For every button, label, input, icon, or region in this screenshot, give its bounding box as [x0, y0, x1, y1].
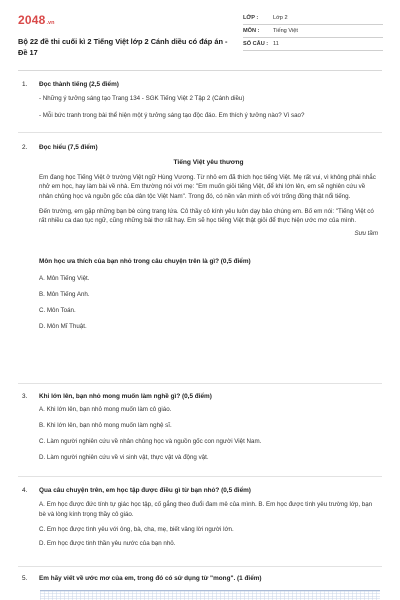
document-header — [18, 12, 382, 68]
question-number: 4. — [22, 487, 28, 494]
site-logo[interactable] — [18, 12, 243, 29]
instruction-line: - Những ý tưởng sáng tạo Trang 134 - SGK Tiếng Việt 2 Tập 2 (Cánh diều) — [39, 95, 245, 103]
section-divider — [18, 566, 382, 567]
answer-option[interactable]: A. Môn Tiếng Việt. — [39, 275, 90, 283]
question-title: Khi lớn lên, bạn nhỏ mong muốn làm nghề gì? (0,5 điểm) — [39, 393, 212, 400]
meta-value: 11 — [273, 40, 279, 47]
answer-option[interactable]: C. Môn Toán. — [39, 307, 76, 315]
question-body — [22, 158, 378, 332]
story-source: Sưu tầm — [354, 229, 378, 237]
instruction-line: - Mỗi bức tranh trong bài thể hiện một ý tưởng sáng tạo độc đáo. Em thích ý tưởng nào? Vì sao? — [39, 112, 305, 120]
logo-text: 2048 — [18, 13, 46, 27]
section-divider — [18, 476, 382, 477]
meta-row-subject — [243, 25, 383, 38]
section-divider — [18, 383, 382, 384]
question-number: 1. — [22, 81, 28, 88]
question-title: Qua câu chuyện trên, em học tập được điều gì từ bạn nhỏ? (0,5 điểm) — [39, 487, 251, 494]
question-title: Đọc hiểu (7,5 điểm) — [39, 144, 98, 151]
question-body — [22, 406, 378, 463]
question-number: 3. — [22, 393, 28, 400]
meta-value: Tiếng Việt — [273, 27, 298, 34]
question-header — [22, 574, 378, 583]
answer-option[interactable]: B. Khi lớn lên, bạn nhỏ mong muốn làm nghệ sĩ. — [39, 422, 172, 430]
answer-option[interactable]: D. Em học được tinh thần yêu nước của bạn nhỏ. — [39, 540, 176, 548]
document-title: Bộ 22 đề thi cuối kì 2 Tiếng Việt lớp 2 Cánh diều có đáp án - Đề 17 — [18, 37, 228, 58]
question-title: Đọc thành tiếng (2,5 điểm) — [39, 81, 119, 88]
answer-option[interactable]: D. Làm người nghiên cứu về vi sinh vật, thực vật và động vật. — [39, 454, 209, 462]
answer-option[interactable]: B. Môn Tiếng Anh. — [39, 291, 90, 299]
question-5 — [22, 574, 378, 583]
question-body — [22, 500, 378, 549]
answer-option[interactable]: D. Môn Mĩ Thuật. — [39, 323, 87, 331]
header-divider — [18, 70, 382, 71]
question-title: Em hãy viết về ước mơ của em, trong đó có sử dụng từ "mong". (1 điểm) — [39, 575, 262, 582]
meta-label: MÔN : — [243, 27, 260, 34]
sub-question: Môn học ưa thích của bạn nhỏ trong câu chuyện trên là gì? (0,5 điểm) — [39, 257, 251, 265]
answer-option[interactable]: A. Khi lớn lên, bạn nhỏ mong muốn làm cô giáo. — [39, 406, 172, 414]
meta-label: LỚP : — [243, 14, 259, 21]
question-body — [22, 95, 378, 121]
question-number: 2. — [22, 144, 28, 151]
question-1 — [22, 80, 378, 121]
meta-row-grade — [243, 12, 383, 25]
story-paragraph: Em đang học Tiếng Việt ở trường Việt ngữ Hùng Vương. Từ nhỏ em đã thích học tiếng Việt. Mẹ rất vui, vì không phải nhắc nhở em học, hay làm bài về nhà. Em thường nói với mẹ: "Em muốn giỏi tiếng Việt, để khi lớn lên, em sẽ nghiên cứu về nhân chủng học và nguồn gốc của dân tộc Việt Nam". Trong đó, có nền văn minh cổ với trống đồng thật nổi tiếng. — [39, 173, 376, 201]
answer-option[interactable]: C. Làm người nghiên cứu về nhân chủng học và nguồn gốc con người Việt Nam. — [39, 438, 262, 446]
meta-label: SỐ CÂU : — [243, 40, 269, 47]
story-paragraph: Đến trường, em gặp những bạn bè cùng trang lứa. Cô thầy cô kính yêu luôn dạy bảo chúng em. Bố em nói: "Tiếng Việt có rất nhiều ca dao tục ngữ, cũng những bài thơ rất hay. Em sẽ học tiếng Việt thật giỏi để thực hiện ước mơ của mình. — [39, 207, 374, 225]
header-left — [18, 12, 243, 68]
question-3 — [22, 392, 378, 463]
question-header — [22, 143, 378, 152]
question-header — [22, 392, 378, 401]
story-title: Tiếng Việt yêu thương — [173, 159, 244, 167]
answer-option[interactable]: A. Em học được đức tính tự giác học tập, cố gắng theo đuổi đam mê của mình. B. Em học được tình yêu trường lớp, bạn bè và lòng kính trọng thầy cô giáo. — [39, 501, 373, 518]
answer-option[interactable]: C. Em học được tình yêu với ông, bà, cha, mẹ, biết vâng lời người lớn. — [39, 525, 234, 533]
meta-row-question-count — [243, 38, 383, 51]
question-header — [22, 80, 378, 89]
meta-info — [243, 12, 383, 51]
question-4 — [22, 486, 378, 549]
question-number: 5. — [22, 575, 28, 582]
question-header — [22, 486, 378, 495]
handwriting-grid[interactable] — [40, 590, 380, 600]
logo-domain: .vn — [46, 20, 55, 26]
question-2 — [22, 143, 378, 332]
meta-value: Lớp 2 — [273, 14, 288, 21]
section-divider — [18, 132, 382, 133]
